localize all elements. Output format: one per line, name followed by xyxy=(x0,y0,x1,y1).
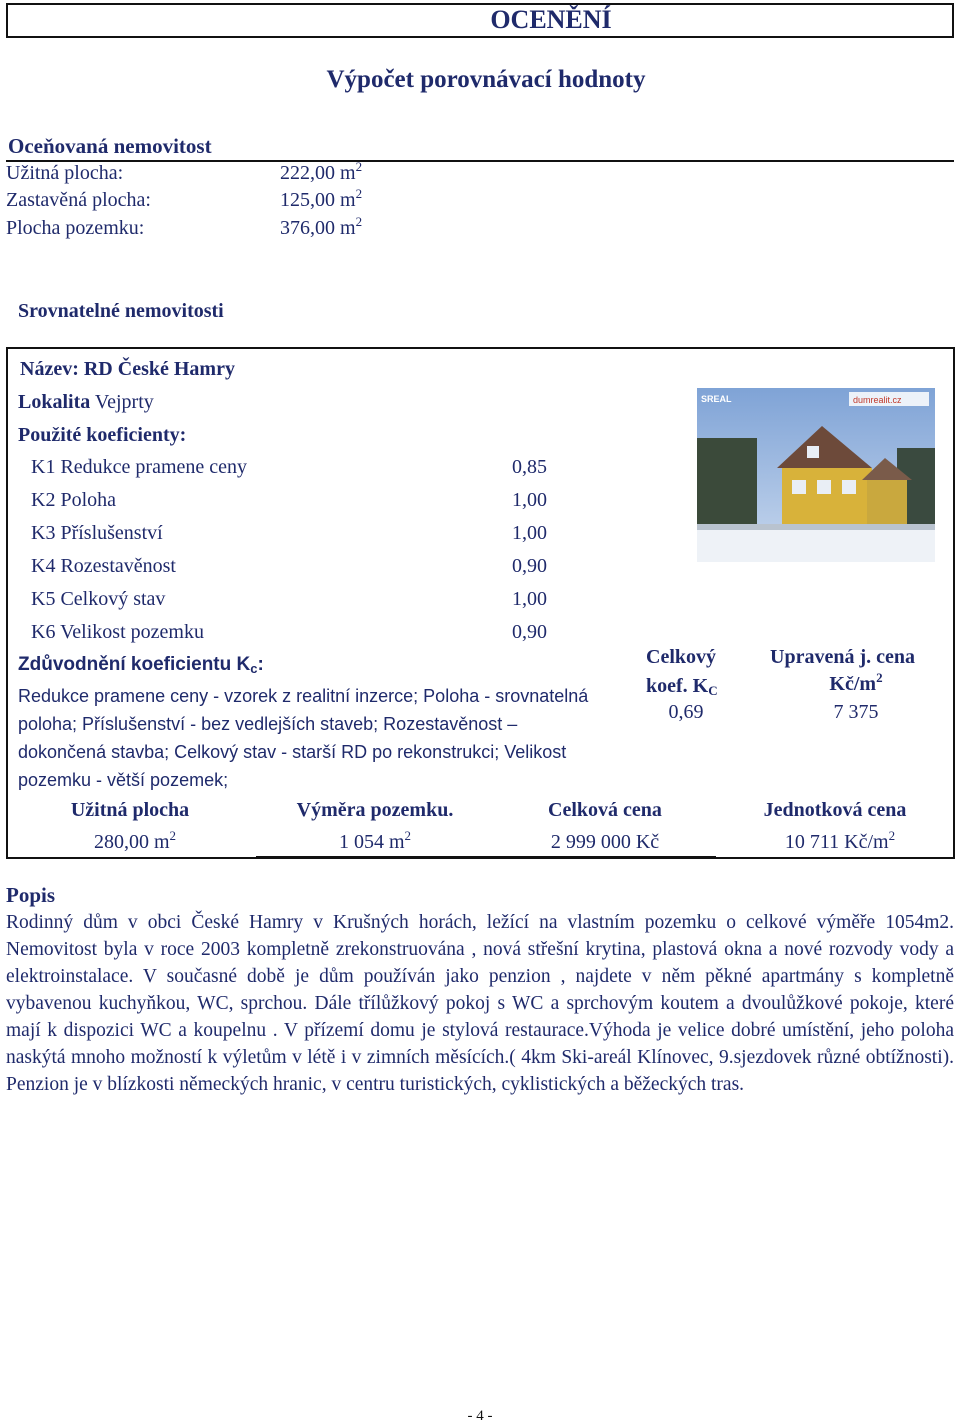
subject-label-land-area: Plocha pozemku: xyxy=(6,217,145,239)
subject-value-built-area: 125,00 $m^2$ xyxy=(280,186,363,211)
comparables-heading: Srovnatelné nemovitosti xyxy=(18,300,224,322)
coef-label-k1: K1 Redukce pramene ceny xyxy=(31,456,248,478)
page-subtitle: Výpočet porovnávací hodnoty xyxy=(326,66,646,93)
house-photo-illustration xyxy=(697,388,935,562)
coef-label-k6: K6 Velikost pozemku xyxy=(31,621,204,643)
page-title: OCENĚNÍ xyxy=(490,5,612,34)
house-photo xyxy=(697,388,935,562)
page-number: - 4 - xyxy=(467,1408,493,1424)
summary-value-unit-price: 10 711 $Kč/m^2$ xyxy=(784,828,896,853)
photo-logo-right: dumrealit.cz xyxy=(853,395,902,405)
coef-value-k4: 0,90 xyxy=(512,555,547,577)
coef-value-k1: 0,85 xyxy=(512,456,547,478)
coef-value-k2: 1,00 xyxy=(512,489,547,511)
photo-logo-left: SREAL xyxy=(701,394,732,404)
summary-value-usable-area: 280,00 $m^2$ xyxy=(93,828,177,853)
coef-value-k3: 1,00 xyxy=(512,522,547,544)
summary-header-total-price: Celková cena xyxy=(548,799,662,821)
justification-text: Redukce pramene ceny - vzorek z realitní inzerce; Poloha - srovnatelná poloha; Příslušenství - bez vedlejších staveb; Rozestavěnost – dokončená stavba; Celkový stav - starší RD po rekonstrukci; Velikost pozemku - větší pozemek; xyxy=(18,686,589,790)
summary-header-land-area: Výměra pozemku. xyxy=(296,799,454,821)
adjusted-price-value: 7 375 xyxy=(833,701,879,723)
total-coef-header-line1: Celkový xyxy=(646,646,716,668)
summary-value-land-area: 1 054 $m^2$ xyxy=(338,828,412,853)
description-text: Rodinný dům v obci České Hamry v Krušných horách, ležící na vlastním pozemku o celkové výměře 1054m2. Nemovitost byla v roce 2003 kompletně zrekonstruována , nová střešní krytina, plastová okna a nové rozvody vody a elektroinstalace. V současné době je dům používán jako penzion , najdete v něm pěkné apartmány s kompletně vybavenou kuchyňkou, WC, sprchou. Dále třílůžkový pokoj s WC a sprchovým koutem a dvoulůžkové pokoje, které mají k dispozici WC a koupelnu . V přízemí domu je stylová restaurace.Výhoda je velice dobré umístění, jeho poloha naskýtá mnoho možností k výletům v létě i v zimních měsících.( 4km Ski-areál Klínovec, 9.sjezdovek různé obtížnosti). Penzion je v blízkosti německých hranic, v centru turistických, cyklistických a běžeckých tras. xyxy=(6,912,954,1095)
total-coef-value: 0,69 xyxy=(668,701,704,723)
subject-label-usable-area: Užitná plocha: xyxy=(6,162,124,184)
total-coef-header-line2: koef. $K_C$ xyxy=(646,675,718,698)
coef-label-k3: K3 Příslušenství xyxy=(31,522,163,544)
subject-value-usable-area: 222,00 $m^2$ xyxy=(280,159,363,184)
coef-value-k6: 0,90 xyxy=(512,621,547,643)
adjusted-price-header-line1: Upravená j. cena xyxy=(770,646,915,668)
subject-label-built-area: Zastavěná plocha: xyxy=(6,189,151,211)
coefficients-heading: Použité koeficienty: xyxy=(18,424,187,446)
justification-heading: Zdůvodnění koeficientu $K_c$: xyxy=(18,654,264,676)
summary-header-usable-area: Užitná plocha xyxy=(70,799,190,821)
coef-label-k5: K5 Celkový stav xyxy=(31,588,166,610)
subject-heading: Oceňovaná nemovitost xyxy=(8,134,212,158)
comparable-name: Název: RD České Hamry xyxy=(20,358,235,380)
coef-label-k4: K4 Rozestavěnost xyxy=(31,555,176,577)
comparable-locality: Lokalita Vejprty xyxy=(18,391,154,413)
description-heading: Popis xyxy=(6,883,56,907)
summary-divider xyxy=(256,856,716,858)
subject-value-land-area: 376,00 $m^2$ xyxy=(280,214,363,239)
subject-divider xyxy=(6,160,954,162)
coef-label-k2: K2 Poloha xyxy=(31,489,116,511)
summary-header-unit-price: Jednotková cena xyxy=(763,799,907,821)
adjusted-price-header-line2: $Kč/m^2$ xyxy=(829,670,883,695)
summary-value-total-price: 2 999 000 Kč xyxy=(550,831,660,853)
coef-value-k5: 1,00 xyxy=(512,588,547,610)
